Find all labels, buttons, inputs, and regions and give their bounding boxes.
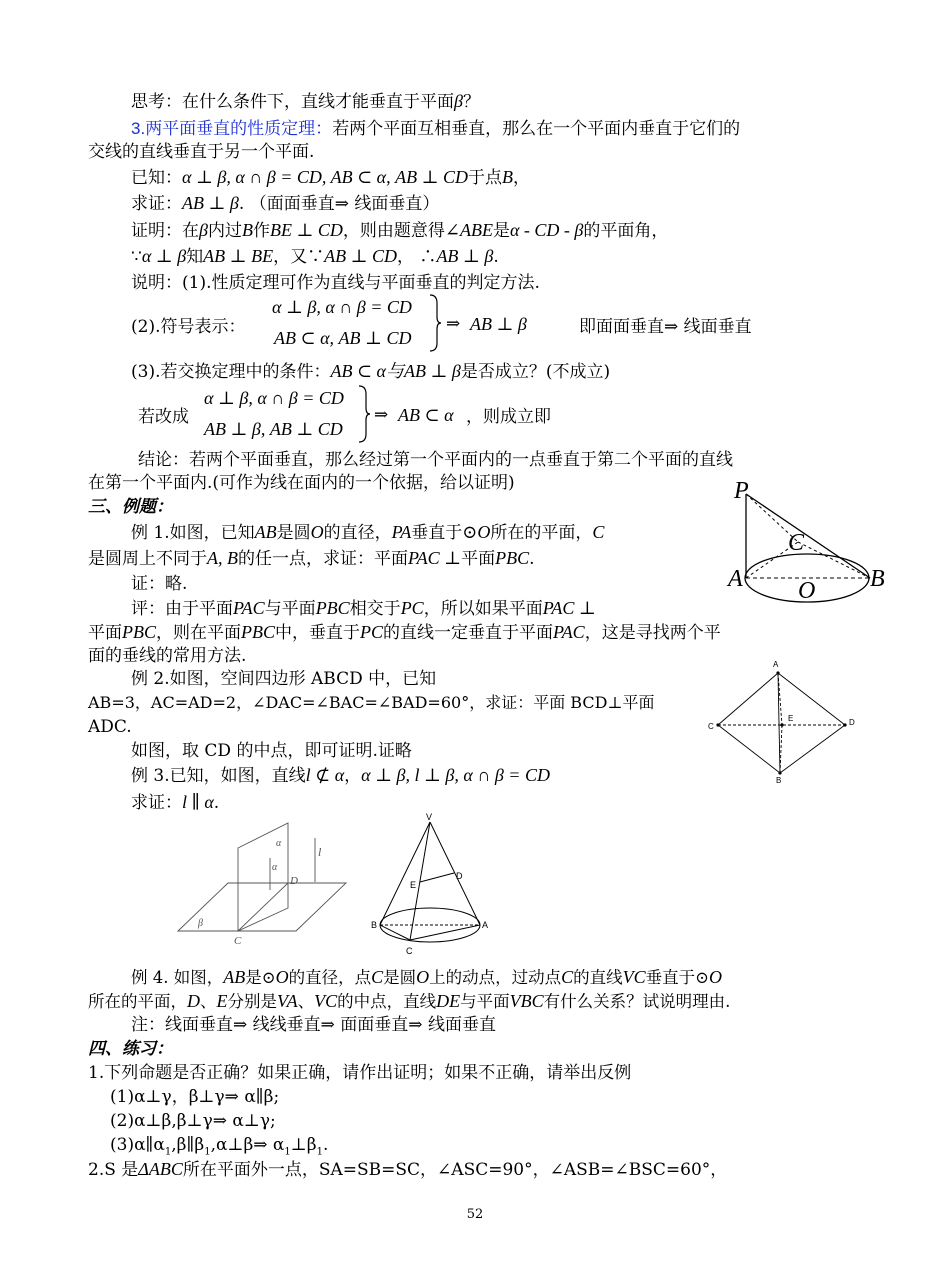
label-B: B — [870, 566, 885, 592]
figure-example3 — [170, 818, 355, 953]
edge-BD — [780, 725, 845, 773]
exercise-1-2: (2)α⊥β,β⊥γ⇒ α⊥γ; — [110, 1111, 276, 1131]
think-question: 思考：在什么条件下，直线才能垂直于平面β？ — [131, 91, 480, 112]
edge-AC — [718, 673, 778, 725]
edge-CB — [718, 725, 780, 773]
change-arrow: ⇒ — [374, 405, 389, 425]
prove-line: 求证：AB ⊥ β. （面面垂直⇒ 线面垂直） — [131, 193, 440, 214]
label-E: E — [788, 714, 794, 723]
note-3: (3).若交换定理中的条件：AB ⊂ α与AB ⊥ β是否成立？(不成立) — [131, 361, 611, 382]
right-brace-icon — [357, 384, 371, 444]
plane-beta — [178, 883, 346, 931]
edge-VB — [380, 822, 430, 925]
exercise-2: 2.S 是ΔABC所在平面外一点，SA=SB=SC，∠ASC=90°，∠ASB=∠BSC=60°， — [88, 1159, 728, 1180]
section-exercises-heading: 四、练习： — [88, 1039, 173, 1059]
page-number: 52 — [466, 1207, 484, 1222]
example-1-comment2: 平面PBC，则在平面PBC中，垂直于PC的直线一定垂直于平面PAC，这是寻找两个平 — [88, 622, 721, 643]
example-2-line1: 例 2.如图，空间四边形 ABCD 中，已知 — [131, 669, 437, 689]
example-1-comment1: 评：由于平面PAC与平面PBC相交于PC，所以如果平面PAC ⊥ — [131, 598, 596, 619]
conclusion-line1: 结论：若两个平面垂直，那么经过第一个平面内的一点垂直于第二个平面的直线 — [138, 450, 733, 470]
example-4-line2: 所在的平面，D、E分别是VA、VC的中点，直线DE与平面VBC有什么关系？试说明理由. — [88, 991, 731, 1011]
example-1-comment3: 面的垂线的常用方法. — [88, 646, 247, 666]
label-C: C — [234, 935, 242, 947]
label-beta: β — [198, 918, 203, 929]
right-brace-icon — [428, 293, 442, 353]
label-A: A — [773, 660, 779, 669]
example-1-proof: 证：略. — [131, 574, 188, 594]
label-C: C — [708, 722, 714, 731]
exercise-1-3: $(3)\alpha\parallel\alpha_1,\beta\parallel\beta_1,\alpha\perp\beta\Rightarrow$ $\alpha_1\perp\beta_1$. — [110, 1135, 329, 1158]
label-D: D — [290, 875, 298, 887]
example-1-line1: 例 1.如图，已知AB是圆O的直径，PA垂直于⊙O所在的平面，C — [131, 522, 605, 543]
proof-line2: ∵α ⊥ β知AB ⊥ BE，又∵AB ⊥ CD， ∴AB ⊥ β. — [131, 246, 499, 267]
section-examples-heading: 三、例题： — [88, 497, 173, 517]
change-label: 若改成 — [138, 407, 189, 427]
label-A: A — [728, 566, 743, 592]
change-top: α ⊥ β, α ∩ β = CD — [204, 388, 344, 408]
exercise-1-1: (1)α⊥γ，β⊥γ⇒ α∥β; — [110, 1087, 280, 1107]
figure-example4 — [368, 812, 493, 962]
theorem-3-line1: 3.两平面垂直的性质定理：若两个平面互相垂直，那么在一个平面内垂直于它们的 — [131, 119, 741, 139]
edge-CB — [798, 542, 870, 578]
proof-line1: 证明：在β内过B作BE ⊥ CD，则由题意得∠ABE是α - CD - β的平面角， — [131, 220, 669, 241]
edge-CA — [410, 925, 480, 940]
label-P: P — [734, 478, 749, 504]
example-3-line1: 例 3.已知，如图，直线l ⊄ α，α ⊥ β, l ⊥ β, α ∩ β = CD — [131, 765, 550, 786]
change-bottom: AB ⊥ β, AB ⊥ CD — [204, 419, 343, 439]
example-2-line2: AB=3，AC=AD=2，∠DAC=∠BAC=∠BAD=60°，求证：平面 BCD⊥平面 — [88, 693, 655, 712]
label-B: B — [371, 920, 378, 930]
example-2-line3: ADC. — [88, 717, 132, 737]
example-4-note: 注：线面垂直⇒ 线线垂直⇒ 面面垂直⇒ 线面垂直 — [131, 1015, 496, 1035]
segment-DE — [420, 873, 454, 882]
segment-BE — [780, 725, 782, 773]
figure-example1 — [720, 476, 900, 608]
line-CD — [238, 883, 288, 931]
edge-PB — [746, 494, 870, 578]
label-E: E — [410, 880, 417, 890]
note-1: 说明：(1).性质定理可作为直线与平面垂直的判定方法. — [131, 273, 540, 293]
given-line: 已知：α ⊥ β, α ∩ β = CD, AB ⊂ α, AB ⊥ CD于点B， — [131, 167, 531, 188]
label-D: D — [849, 718, 855, 727]
example-1-line2: 是圆周上不同于A, B的任一点，求证：平面PAC ⊥平面PBC. — [88, 548, 535, 569]
label-alpha-1: α — [276, 838, 282, 849]
label-C: C — [406, 946, 413, 956]
note-2-bottom: AB ⊂ α, AB ⊥ CD — [274, 328, 412, 348]
theorem-3-line2: 交线的直线垂直于另一个平面. — [88, 142, 315, 162]
label-V: V — [426, 812, 433, 822]
change-tail: ，则成立即 — [466, 407, 551, 427]
label-alpha-2: α — [272, 862, 278, 873]
note-2-result: AB ⊥ β — [470, 314, 527, 334]
example-3-prove: 求证：l ∥ α. — [131, 792, 220, 813]
note-2-label: (2).符号表示： — [131, 317, 246, 337]
label-O: O — [798, 578, 816, 604]
label-A: A — [482, 920, 489, 930]
note-2-tail: 即面面垂直⇒ 线面垂直 — [579, 317, 752, 337]
label-C: C — [788, 530, 805, 556]
example-2-line4: 如图，取 CD 的中点，即可证明.证略 — [131, 741, 412, 761]
label-D: D — [456, 871, 463, 881]
figure-example2 — [700, 655, 870, 790]
exercise-1: 1.下列命题是否正确？如果正确，请作出证明；如果不正确，请举出反例 — [88, 1063, 632, 1083]
note-2-arrow: ⇒ — [446, 314, 461, 334]
note-2-top: α ⊥ β, α ∩ β = CD — [272, 297, 412, 317]
example-4-line1: 例 4. 如图，AB是⊙O的直径，点C是圆O上的动点，过动点C的直线VC垂直于⊙O — [131, 967, 722, 987]
edge-VA — [430, 822, 480, 925]
label-B: B — [776, 776, 782, 785]
change-result: AB ⊂ α — [398, 405, 454, 425]
label-l: l — [318, 845, 322, 859]
conclusion-line2: 在第一个平面内.(可作为线在面内的一个依据，给以证明) — [88, 473, 515, 493]
